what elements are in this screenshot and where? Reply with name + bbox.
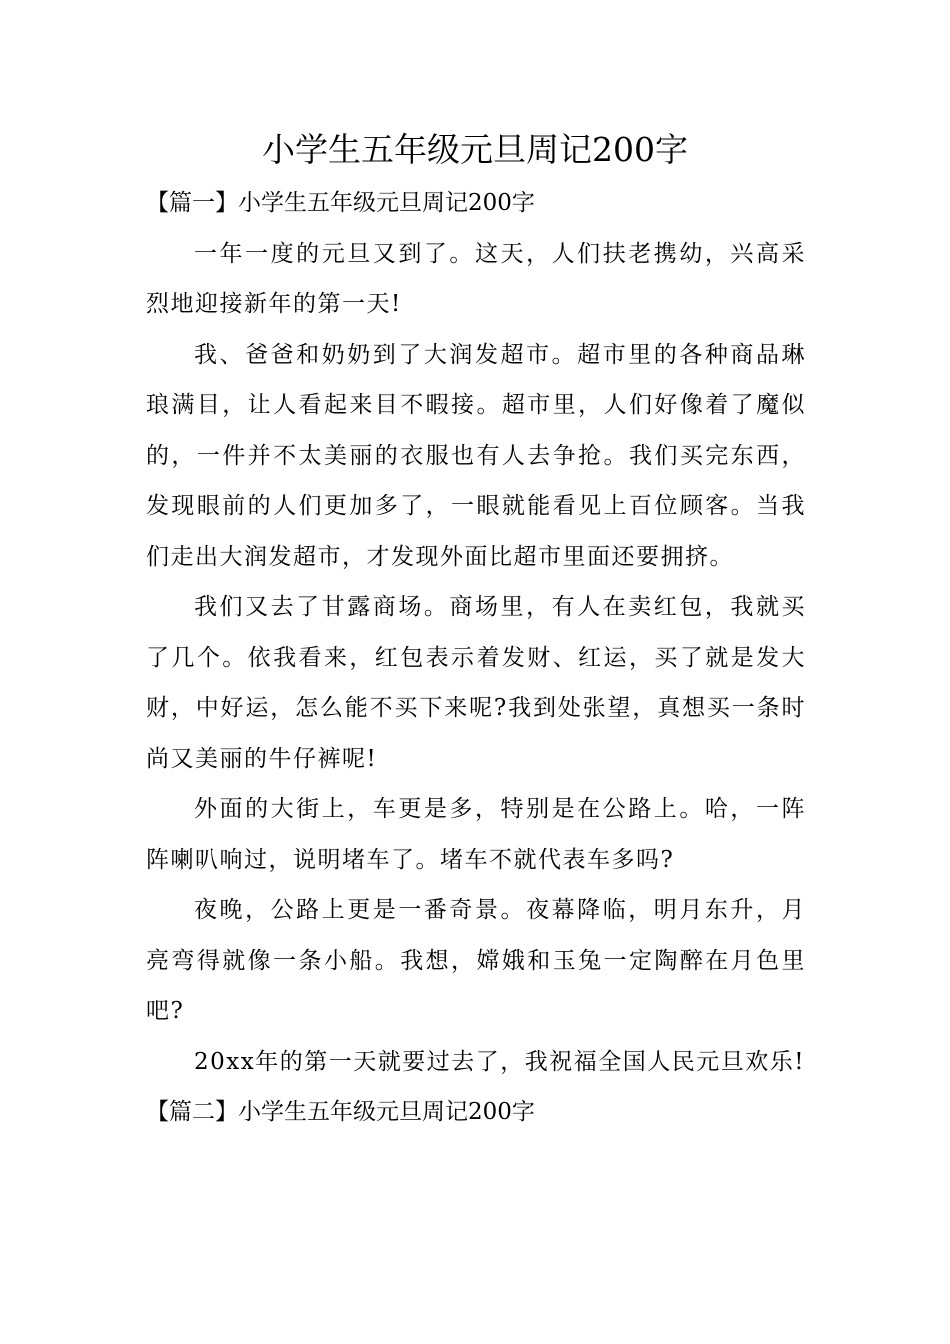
paragraph: 夜晚，公路上更是一番奇景。夜幕降临，明月东升，月亮弯得就像一条小船。我想，嫦娥和玉兔一定陶醉在月色里吧?: [146, 897, 806, 1024]
paragraph: 一年一度的元旦又到了。这天，人们扶老携幼，兴高采烈地迎接新年的第一天!: [146, 240, 806, 317]
paragraph: 我们又去了甘露商场。商场里，有人在卖红包，我就买了几个。依我看来，红包表示着发财、红运，买了就是发大财，中好运，怎么能不买下来呢?我到处张望，真想买一条时尚又美丽的牛仔裤呢!: [146, 594, 806, 772]
document-body: [146, 178, 806, 1138]
paragraph: 我、爸爸和奶奶到了大润发超市。超市里的各种商品琳琅满目，让人看起来目不暇接。超市里，人们好像着了魔似的，一件并不太美丽的衣服也有人去争抢。我们买完东西，发现眼前的人们更加多了，一眼就能看见上百位顾客。当我们走出大润发超市，才发现外面比超市里面还要拥挤。: [146, 341, 806, 570]
section-heading-2: 【篇二】小学生五年级元旦周记200字: [146, 1099, 535, 1125]
paragraph: 20xx年的第一天就要过去了，我祝福全国人民元旦欢乐!: [194, 1048, 805, 1075]
document-title: 小学生五年级元旦周记200字: [262, 130, 688, 169]
paragraph: 外面的大街上，车更是多，特别是在公路上。哈，一阵阵喇叭响过，说明堵车了。堵车不就代表车多吗?: [146, 796, 806, 873]
section-heading-1: 【篇一】小学生五年级元旦周记200字: [146, 190, 535, 216]
